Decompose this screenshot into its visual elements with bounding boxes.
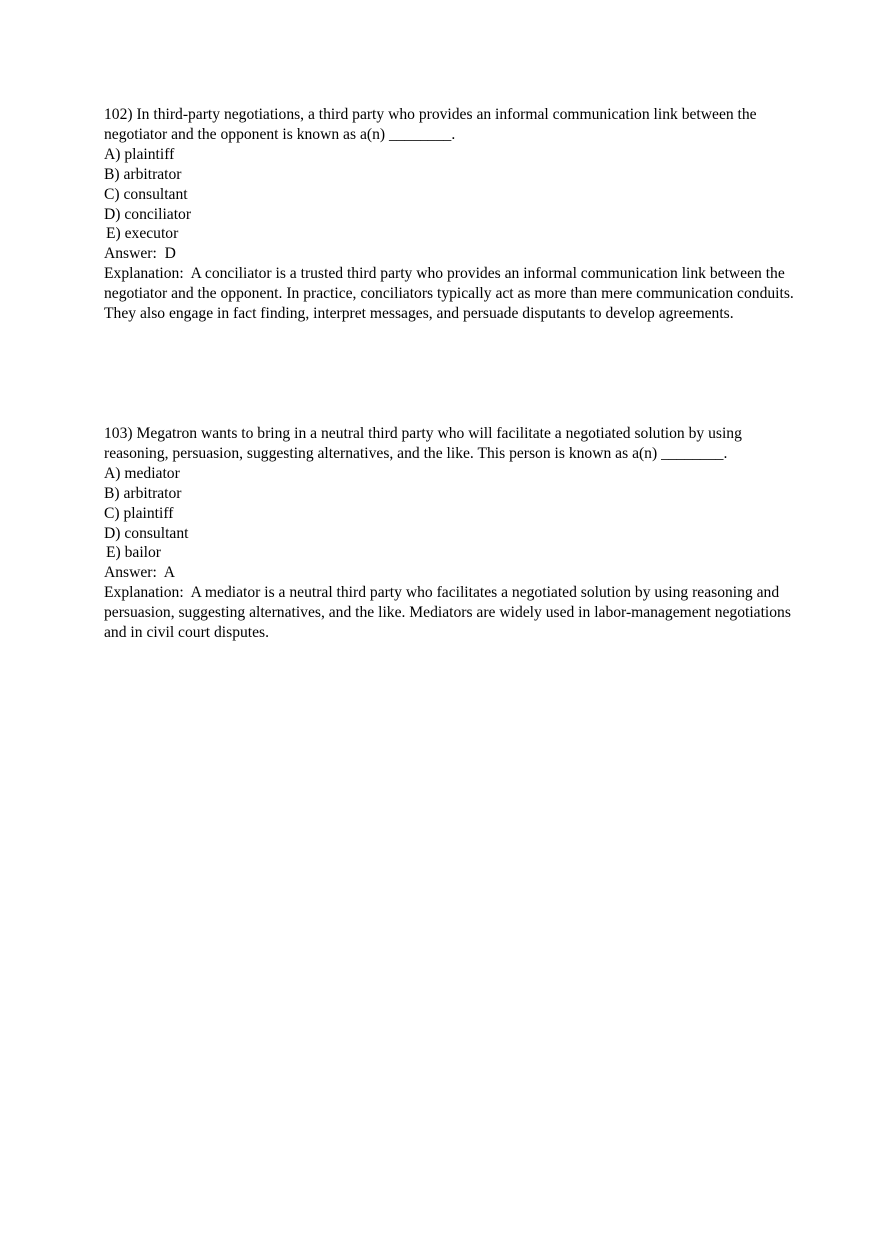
question-stem: 102) In third-party negotiations, a third party who provides an informal communication link between the negotiator and the opponent is known as a(n) ________.: [104, 106, 761, 143]
option-b: B) arbitrator: [104, 484, 182, 502]
option-c: C) consultant: [104, 185, 188, 203]
question-103: [104, 424, 794, 643]
answer-line: Answer: A: [104, 564, 176, 582]
option-a: A) mediator: [104, 464, 180, 482]
answer-line: Answer: D: [104, 245, 176, 263]
option-a: A) plaintiff: [104, 145, 175, 163]
option-d: D) consultant: [104, 524, 189, 542]
question-stem: 103) Megatron wants to bring in a neutral third party who will facilitate a negotiated solution by using reasoning, persuasion, suggesting alternatives, and the like. This person is known as a(n) ________.: [104, 425, 746, 462]
option-c: C) plaintiff: [104, 504, 174, 522]
question-102: [104, 105, 798, 324]
option-b: B) arbitrator: [104, 165, 182, 183]
option-e: E) bailor: [106, 544, 161, 562]
option-d: D) conciliator: [104, 205, 192, 223]
explanation-text: Explanation: A mediator is a neutral third party who facilitates a negotiated solution by using reasoning and persuasion, suggesting alternatives, and the like. Mediators are widely used in labor-management negotiations and in civil court disputes.: [104, 584, 795, 642]
option-e: E) executor: [106, 225, 179, 243]
explanation-text: Explanation: A conciliator is a trusted third party who provides an informal communication link between the negotiator and the opponent. In practice, conciliators typically act as more than mere communication conduits. They also engage in fact finding, interpret messages, and persuade disputants to develop agreements.: [104, 265, 798, 323]
